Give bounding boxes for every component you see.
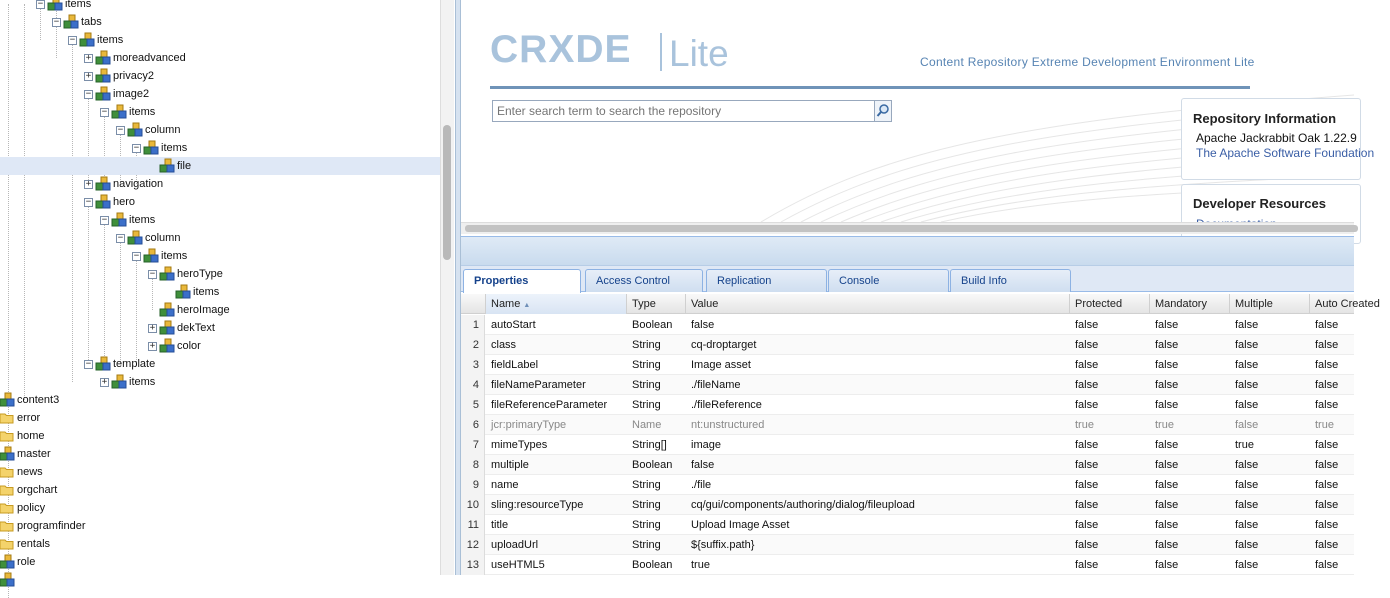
cell-name[interactable]: uploadUrl	[491, 539, 539, 551]
tree-node-label: items	[129, 106, 156, 118]
cell-name[interactable]: useHTML5	[491, 559, 545, 571]
cell-name[interactable]: multiple	[491, 459, 529, 471]
cell-protected[interactable]: false	[1075, 359, 1099, 371]
tab-build-info[interactable]: Build Info	[950, 269, 1071, 292]
collapse-icon[interactable]: −	[85, 359, 92, 369]
column-value[interactable]: Value	[685, 294, 1069, 314]
collapse-icon[interactable]: −	[37, 0, 44, 9]
cell-auto-created[interactable]: false	[1315, 439, 1339, 451]
cell-multiple[interactable]: false	[1235, 419, 1259, 431]
tree-node[interactable]	[0, 301, 440, 319]
cell-auto-created[interactable]: false	[1315, 339, 1339, 351]
cell-multiple[interactable]: false	[1235, 479, 1259, 491]
tree-node-label: heroImage	[177, 304, 230, 316]
node-icon	[159, 320, 175, 336]
row-number: 8	[461, 455, 485, 475]
node-icon	[95, 86, 111, 102]
collapse-icon[interactable]: −	[85, 197, 92, 207]
collapse-icon[interactable]: −	[133, 143, 140, 153]
cell-multiple[interactable]: false	[1235, 379, 1259, 391]
tree-node-label: column	[145, 232, 181, 244]
properties-tabbar	[461, 266, 1354, 292]
cell-name[interactable]: autoStart	[491, 319, 536, 331]
cell-mandatory[interactable]: false	[1155, 359, 1179, 371]
folder-icon	[0, 428, 15, 444]
tree-node[interactable]	[0, 229, 440, 247]
row-number: 4	[461, 375, 485, 395]
cell-value[interactable]: true	[691, 559, 710, 571]
tab-properties[interactable]: Properties	[463, 269, 581, 293]
expand-icon[interactable]: +	[149, 341, 156, 351]
welcome-hscrollbar-thumb[interactable]	[465, 225, 1358, 232]
cell-auto-created[interactable]: false	[1315, 479, 1339, 491]
cell-auto-created[interactable]: false	[1315, 559, 1339, 571]
tree-node-label: error	[17, 412, 41, 424]
tree-node[interactable]	[0, 391, 440, 409]
tree-node-label: orgchart	[17, 484, 58, 496]
tagline: Content Repository Extreme Development Environment Lite	[920, 55, 1255, 69]
developer-resources-title: Developer Resources	[1193, 196, 1326, 211]
repository-version: Apache Jackrabbit Oak 1.22.9	[1196, 131, 1357, 145]
cell-protected[interactable]: false	[1075, 439, 1099, 451]
cell-multiple[interactable]: false	[1235, 359, 1259, 371]
row-number: 12	[461, 535, 485, 555]
node-icon	[95, 50, 111, 66]
property-row[interactable]	[461, 435, 1354, 455]
cell-type[interactable]: Boolean	[632, 319, 673, 331]
cell-value[interactable]: Image asset	[691, 359, 751, 371]
header-rule	[490, 86, 1250, 89]
tree-node[interactable]	[0, 517, 440, 535]
property-row[interactable]	[461, 375, 1354, 395]
cell-protected[interactable]: false	[1075, 539, 1099, 551]
node-icon	[95, 194, 111, 210]
welcome-panel	[461, 0, 1375, 222]
node-icon	[95, 356, 111, 372]
expand-icon[interactable]: +	[85, 53, 92, 63]
cell-auto-created[interactable]: false	[1315, 399, 1339, 411]
tree-node[interactable]	[0, 121, 440, 139]
row-number: 2	[461, 335, 485, 355]
tree-node[interactable]	[0, 481, 440, 499]
cell-multiple[interactable]: false	[1235, 339, 1259, 351]
column-protected[interactable]: Protected	[1069, 294, 1149, 314]
cell-protected[interactable]: false	[1075, 339, 1099, 351]
cell-value[interactable]: Upload Image Asset	[691, 519, 790, 531]
cell-type[interactable]: String[]	[632, 439, 667, 451]
tree-node-label: content3	[17, 394, 60, 406]
tree-node[interactable]	[0, 463, 440, 481]
cell-mandatory[interactable]: true	[1155, 419, 1174, 431]
tree-node-label: master	[17, 448, 51, 460]
tree-node[interactable]	[0, 409, 440, 427]
node-icon	[111, 104, 127, 120]
tree-node[interactable]	[0, 103, 440, 121]
repository-tree	[0, 0, 440, 575]
node-icon	[159, 158, 175, 174]
tree-node[interactable]	[0, 535, 440, 553]
repository-info-card	[1181, 98, 1375, 180]
logo-separator	[660, 33, 662, 71]
tree-node[interactable]	[0, 67, 440, 85]
cell-type[interactable]: Boolean	[632, 459, 673, 471]
collapse-icon[interactable]: −	[101, 215, 108, 225]
cell-name[interactable]: fileReferenceParameter	[491, 399, 608, 411]
cell-value[interactable]: nt:unstructured	[691, 419, 765, 431]
node-icon	[143, 140, 159, 156]
node-icon	[111, 212, 127, 228]
cell-type[interactable]: String	[632, 359, 661, 371]
cell-type[interactable]: String	[632, 379, 661, 391]
tree-node[interactable]	[0, 247, 440, 265]
folder-icon	[0, 536, 15, 552]
row-number: 10	[461, 495, 485, 515]
cell-type[interactable]: String	[632, 339, 661, 351]
tree-node[interactable]	[0, 193, 440, 211]
node-icon	[175, 284, 191, 300]
tree-node[interactable]	[0, 31, 440, 49]
cell-name[interactable]: class	[491, 339, 517, 351]
cell-multiple[interactable]: false	[1235, 519, 1259, 531]
tree-node-label: items	[129, 376, 156, 388]
cell-type[interactable]: String	[632, 539, 661, 551]
collapse-icon[interactable]: −	[117, 125, 124, 135]
cell-name[interactable]: name	[491, 479, 519, 491]
tab-access-control[interactable]: Access Control	[585, 269, 703, 292]
collapse-icon[interactable]: −	[149, 269, 156, 279]
folder-icon	[0, 410, 15, 426]
tree-node-label: news	[17, 466, 43, 478]
cell-multiple[interactable]: false	[1235, 559, 1259, 571]
developer-resources-card	[1181, 184, 1361, 244]
tree-scrollbar-thumb[interactable]	[443, 125, 451, 260]
tree-node-label: column	[145, 124, 181, 136]
apache-foundation-link[interactable]: The Apache Software Foundation	[1196, 146, 1375, 160]
tree-node[interactable]	[0, 139, 440, 157]
cell-multiple[interactable]: false	[1235, 539, 1259, 551]
collapse-icon[interactable]: −	[117, 233, 124, 243]
cell-name[interactable]: fieldLabel	[491, 359, 539, 371]
cell-auto-created[interactable]: false	[1315, 539, 1339, 551]
folder-icon	[0, 464, 15, 480]
cell-protected[interactable]: false	[1075, 559, 1099, 571]
cell-mandatory[interactable]: false	[1155, 459, 1179, 471]
column-mandatory[interactable]: Mandatory	[1149, 294, 1229, 314]
tree-node[interactable]	[0, 13, 440, 31]
cell-mandatory[interactable]: false	[1155, 559, 1179, 571]
cell-auto-created[interactable]: true	[1315, 419, 1334, 431]
node-icon	[95, 68, 111, 84]
cell-mandatory[interactable]: false	[1155, 519, 1179, 531]
cell-protected[interactable]: false	[1075, 459, 1099, 471]
cell-type[interactable]: String	[632, 519, 661, 531]
tree-node[interactable]	[0, 427, 440, 445]
row-number: 11	[461, 515, 485, 535]
cell-protected[interactable]: false	[1075, 499, 1099, 511]
cell-auto-created[interactable]: false	[1315, 459, 1339, 471]
tab-replication[interactable]: Replication	[706, 269, 827, 292]
cell-value[interactable]: ./file	[691, 479, 712, 491]
cell-protected[interactable]: false	[1075, 379, 1099, 391]
cell-mandatory[interactable]: false	[1155, 539, 1179, 551]
cell-multiple[interactable]: false	[1235, 319, 1259, 331]
node-icon	[0, 392, 15, 408]
column-type[interactable]: Type	[626, 294, 685, 314]
tab-console[interactable]: Console	[828, 269, 949, 292]
search-button[interactable]	[874, 101, 891, 121]
tree-node-label: items	[129, 214, 156, 226]
folder-icon	[0, 482, 15, 498]
tree-node[interactable]	[0, 175, 440, 193]
sort-ascending-icon: ▲	[523, 302, 531, 309]
tree-node-label: items	[161, 250, 188, 262]
cell-name[interactable]: title	[491, 519, 509, 531]
cell-mandatory[interactable]: false	[1155, 399, 1179, 411]
search-icon	[875, 101, 892, 121]
cell-mandatory[interactable]: false	[1155, 379, 1179, 391]
cell-type[interactable]: Name	[632, 419, 662, 431]
row-number: 1	[461, 315, 485, 335]
property-row[interactable]	[461, 355, 1354, 375]
cell-multiple[interactable]: false	[1235, 459, 1259, 471]
cell-multiple[interactable]: false	[1235, 499, 1259, 511]
cell-value[interactable]: ./fileReference	[691, 399, 762, 411]
cell-protected[interactable]: true	[1075, 419, 1094, 431]
node-icon	[47, 0, 63, 12]
expand-icon[interactable]: +	[101, 377, 108, 387]
tree-node-label: color	[177, 340, 201, 352]
cell-auto-created[interactable]: false	[1315, 519, 1339, 531]
right-pane	[461, 0, 1380, 575]
property-row[interactable]	[461, 455, 1354, 475]
cell-auto-created[interactable]: false	[1315, 379, 1339, 391]
node-icon	[143, 248, 159, 264]
row-number: 5	[461, 395, 485, 415]
cell-type[interactable]: String	[632, 479, 661, 491]
cell-mandatory[interactable]: false	[1155, 439, 1179, 451]
cell-type[interactable]: String	[632, 399, 661, 411]
tree-node-label: programfinder	[17, 520, 86, 532]
expand-icon[interactable]: +	[85, 71, 92, 81]
property-row[interactable]	[461, 555, 1354, 575]
expand-icon[interactable]: +	[149, 323, 156, 333]
cell-auto-created[interactable]: false	[1315, 319, 1339, 331]
collapse-icon[interactable]: −	[85, 89, 92, 99]
tree-node[interactable]	[0, 49, 440, 67]
column-name-label: Name	[491, 298, 521, 310]
node-icon	[159, 302, 175, 318]
cell-type[interactable]: Boolean	[632, 559, 673, 571]
tree-node[interactable]	[0, 337, 440, 355]
tree-node-label: items	[97, 34, 124, 46]
tree-node-label: moreadvanced	[113, 52, 186, 64]
panel-header-band	[461, 236, 1354, 266]
cell-protected[interactable]: false	[1075, 479, 1099, 491]
tree-node-label: heroType	[177, 268, 223, 280]
collapse-icon[interactable]: −	[133, 251, 140, 261]
column-name[interactable]	[485, 294, 626, 314]
property-row[interactable]	[461, 475, 1354, 495]
expand-icon[interactable]: +	[85, 179, 92, 189]
tree-node-label: hero	[113, 196, 136, 208]
tree-node-label: policy	[17, 502, 46, 514]
tree-node[interactable]	[0, 355, 440, 373]
property-row[interactable]	[461, 515, 1354, 535]
tree-node[interactable]	[0, 319, 440, 337]
tree-node-label: home	[17, 430, 45, 442]
tree-node[interactable]	[0, 157, 440, 175]
node-icon	[111, 374, 127, 390]
tree-node-label: navigation	[113, 178, 164, 190]
repository-search	[492, 100, 892, 122]
folder-icon	[0, 518, 15, 534]
tree-node[interactable]	[0, 211, 440, 229]
tree-node-label: dekText	[177, 322, 215, 334]
properties-grid	[461, 294, 1380, 575]
tree-node[interactable]	[0, 283, 440, 301]
cell-mandatory[interactable]: false	[1155, 339, 1179, 351]
tree-node-label: privacy2	[113, 70, 154, 82]
tree-node-label: items	[161, 142, 188, 154]
row-number: 9	[461, 475, 485, 495]
collapse-icon[interactable]: −	[101, 107, 108, 117]
node-icon	[63, 14, 79, 30]
row-number: 6	[461, 415, 485, 435]
tree-node-label: image2	[113, 88, 150, 100]
column-rownum	[461, 294, 485, 314]
tree-node[interactable]	[0, 85, 440, 103]
cell-auto-created[interactable]: false	[1315, 359, 1339, 371]
folder-icon	[0, 500, 15, 516]
crxde-logo: CRXDE	[490, 28, 632, 71]
node-icon	[0, 554, 15, 570]
column-multiple[interactable]: Multiple	[1229, 294, 1309, 314]
node-icon	[159, 266, 175, 282]
tree-node-label: items	[193, 286, 220, 298]
tree-scrollbar[interactable]	[440, 0, 454, 575]
cell-name[interactable]: fileNameParameter	[491, 379, 586, 391]
grid-header	[461, 294, 1380, 314]
cell-value[interactable]: ${suffix.path}	[691, 539, 755, 551]
tree-node[interactable]	[0, 553, 440, 571]
property-row[interactable]	[461, 495, 1354, 515]
cell-type[interactable]: String	[632, 499, 661, 511]
tree-node[interactable]	[0, 499, 440, 517]
property-row[interactable]	[461, 315, 1354, 335]
node-icon	[0, 572, 15, 588]
cell-value[interactable]: image	[691, 439, 721, 451]
tree-node-label: tabs	[81, 16, 102, 28]
row-number: 3	[461, 355, 485, 375]
tree-node-label: template	[113, 358, 156, 370]
cell-multiple[interactable]: true	[1235, 439, 1254, 451]
crxde-logo-lite: Lite	[669, 33, 729, 74]
property-row[interactable]	[461, 335, 1354, 355]
tree-node[interactable]	[0, 445, 440, 463]
row-number: 13	[461, 555, 485, 575]
tree-node-label: role	[17, 556, 36, 568]
column-auto-created[interactable]: Auto Created	[1309, 294, 1389, 314]
cell-protected[interactable]: false	[1075, 319, 1099, 331]
cell-value[interactable]: cq-droptarget	[691, 339, 757, 351]
property-row[interactable]	[461, 415, 1354, 435]
cell-name[interactable]: sling:resourceType	[491, 499, 584, 511]
repository-info-title: Repository Information	[1193, 111, 1337, 126]
cell-mandatory[interactable]: false	[1155, 319, 1179, 331]
cell-mandatory[interactable]: false	[1155, 479, 1179, 491]
cell-value[interactable]: false	[691, 319, 715, 331]
cell-value[interactable]: ./fileName	[691, 379, 741, 391]
cell-mandatory[interactable]: false	[1155, 499, 1179, 511]
collapse-icon[interactable]: −	[53, 17, 60, 27]
tree-node[interactable]	[0, 571, 440, 589]
property-row[interactable]	[461, 395, 1354, 415]
row-number: 7	[461, 435, 485, 455]
node-icon	[79, 32, 95, 48]
cell-name[interactable]: jcr:primaryType	[491, 419, 567, 431]
cell-value[interactable]: false	[691, 459, 715, 471]
tree-node[interactable]	[0, 265, 440, 283]
property-row[interactable]	[461, 535, 1354, 555]
node-icon	[159, 338, 175, 354]
cell-value[interactable]: cq/gui/components/authoring/dialog/fileupload	[691, 499, 915, 511]
tree-node[interactable]	[0, 0, 440, 13]
cell-auto-created[interactable]: false	[1315, 499, 1339, 511]
cell-protected[interactable]: false	[1075, 519, 1099, 531]
cell-multiple[interactable]: false	[1235, 399, 1259, 411]
collapse-icon[interactable]: −	[69, 35, 76, 45]
tree-node[interactable]	[0, 373, 440, 391]
cell-name[interactable]: mimeTypes	[491, 439, 548, 451]
node-icon	[0, 446, 15, 462]
node-icon	[127, 230, 143, 246]
tree-node-label: rentals	[17, 538, 51, 550]
node-icon	[95, 176, 111, 192]
tree-node-label: items	[65, 0, 92, 10]
search-input[interactable]	[493, 101, 874, 121]
cell-protected[interactable]: false	[1075, 399, 1099, 411]
node-icon	[127, 122, 143, 138]
tree-node-label: file	[177, 160, 192, 172]
